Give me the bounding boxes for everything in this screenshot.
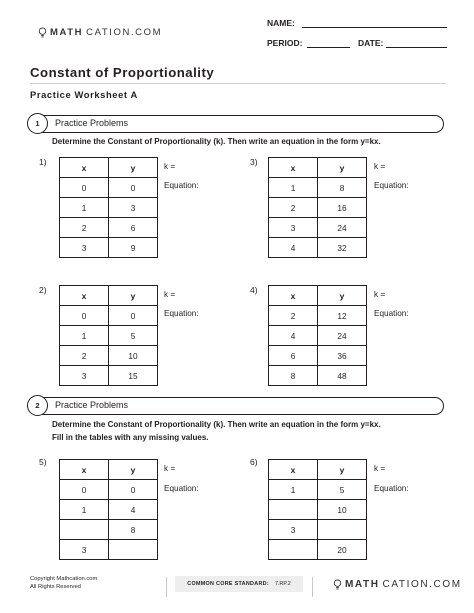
table-row — [60, 540, 158, 560]
copyright-line-1: Copyright Mathcation.com — [30, 576, 98, 582]
cell-y: 0 — [109, 480, 158, 500]
problem-2-table — [59, 285, 158, 386]
table-header-y: y — [109, 460, 158, 480]
cell-x: 2 — [269, 198, 318, 218]
cell-x: 8 — [269, 366, 318, 386]
table-row — [269, 238, 367, 258]
cell-x: 1 — [60, 500, 109, 520]
cell-x-blank[interactable] — [269, 500, 318, 520]
equation-label: Equation: — [164, 484, 199, 493]
table-header-x: x — [60, 158, 109, 178]
cell-x: 0 — [60, 306, 109, 326]
problem-1-table — [59, 157, 158, 258]
cell-y: 15 — [109, 366, 158, 386]
table-row — [60, 500, 158, 520]
cell-y: 9 — [109, 238, 158, 258]
table-row — [60, 198, 158, 218]
cell-x: 2 — [60, 346, 109, 366]
section-1-label: Practice Problems — [55, 118, 129, 128]
section-2-label: Practice Problems — [55, 400, 129, 410]
problem-3-table — [268, 157, 367, 258]
table-row — [269, 500, 367, 520]
cell-x: 3 — [60, 238, 109, 258]
cell-x: 3 — [269, 218, 318, 238]
table-row — [269, 480, 367, 500]
cell-y: 16 — [318, 198, 367, 218]
cell-y: 0 — [109, 178, 158, 198]
cell-x: 0 — [60, 480, 109, 500]
copyright-notice — [30, 575, 97, 591]
problem-5-number: 5) — [39, 457, 47, 467]
cell-x-blank[interactable] — [269, 540, 318, 560]
section-2-header — [34, 397, 444, 415]
cell-y: 10 — [318, 500, 367, 520]
standard-value: 7.RP.2 — [274, 581, 291, 587]
cell-y: 0 — [109, 306, 158, 326]
cell-y-blank[interactable] — [109, 540, 158, 560]
equation-label: Equation: — [164, 309, 199, 318]
copyright-line-2: All Rights Reserved — [30, 584, 81, 590]
cell-y: 3 — [109, 198, 158, 218]
cell-x: 4 — [269, 238, 318, 258]
table-header-x: x — [60, 286, 109, 306]
cell-y: 36 — [318, 346, 367, 366]
footer-brand-rest: CATION.COM — [382, 579, 462, 590]
standard-label: COMMON CORE STANDARD: — [187, 581, 269, 587]
period-label: PERIOD: — [267, 38, 303, 48]
cell-x: 1 — [269, 480, 318, 500]
section-2-instruction-2: Fill in the tables with any missing values. — [52, 433, 209, 442]
table-header-x: x — [60, 460, 109, 480]
cell-y-blank[interactable] — [318, 520, 367, 540]
brand-rest: CATION.COM — [86, 27, 163, 38]
cell-x: 6 — [269, 346, 318, 366]
cell-y: 12 — [318, 306, 367, 326]
cell-x: 1 — [269, 178, 318, 198]
equation-label: Equation: — [374, 484, 409, 493]
cell-y: 8 — [109, 520, 158, 540]
section-2-instruction-1: Determine the Constant of Proportionality (k). Then write an equation in the form y=kx. — [52, 420, 381, 429]
problem-6-number: 6) — [250, 457, 258, 467]
name-label: NAME: — [267, 18, 295, 28]
table-header-x: x — [269, 286, 318, 306]
table-row — [60, 366, 158, 386]
table-row — [269, 520, 367, 540]
problem-2-number: 2) — [39, 285, 47, 295]
table-row — [60, 326, 158, 346]
k-label: k = — [164, 162, 176, 171]
cell-y: 24 — [318, 326, 367, 346]
lightbulb-icon — [333, 579, 342, 590]
footer-brand-logo — [333, 579, 462, 590]
problem-4-table — [268, 285, 367, 386]
cell-y: 4 — [109, 500, 158, 520]
cell-x: 1 — [60, 326, 109, 346]
page-subtitle: Practice Worksheet A — [30, 89, 138, 100]
problem-5-table — [59, 459, 158, 560]
table-row — [269, 218, 367, 238]
cell-x: 3 — [60, 540, 109, 560]
period-field[interactable] — [307, 47, 350, 48]
table-row — [269, 346, 367, 366]
section-1-instruction: Determine the Constant of Proportionality (k). Then write an equation in the form y=kx. — [52, 137, 381, 146]
problem-6-table — [268, 459, 367, 560]
footer-divider — [312, 577, 313, 597]
cell-x: 3 — [269, 520, 318, 540]
table-header-x: x — [269, 460, 318, 480]
footer-divider — [166, 577, 167, 597]
table-row — [60, 306, 158, 326]
brand-logo — [38, 27, 162, 38]
table-row — [269, 326, 367, 346]
table-row — [60, 346, 158, 366]
cell-y: 24 — [318, 218, 367, 238]
table-row — [269, 178, 367, 198]
cell-y: 6 — [109, 218, 158, 238]
problem-4-number: 4) — [250, 285, 258, 295]
date-label: DATE: — [358, 38, 384, 48]
cell-x-blank[interactable] — [60, 520, 109, 540]
table-row — [269, 540, 367, 560]
table-row — [60, 238, 158, 258]
title-divider — [30, 83, 446, 84]
k-label: k = — [374, 290, 386, 299]
cell-y: 32 — [318, 238, 367, 258]
section-1-number: 1 — [27, 113, 48, 134]
cell-y: 10 — [109, 346, 158, 366]
table-header-y: y — [109, 158, 158, 178]
k-label: k = — [164, 290, 176, 299]
cell-x: 2 — [269, 306, 318, 326]
lightbulb-icon — [38, 27, 47, 38]
footer-brand-bold: MATH — [345, 579, 380, 590]
table-row — [269, 366, 367, 386]
k-label: k = — [374, 464, 386, 473]
table-row — [60, 520, 158, 540]
cell-x: 4 — [269, 326, 318, 346]
equation-label: Equation: — [374, 309, 409, 318]
table-header-y: y — [318, 158, 367, 178]
table-row — [269, 306, 367, 326]
problem-1-number: 1) — [39, 157, 47, 167]
cell-y: 5 — [109, 326, 158, 346]
cell-y: 8 — [318, 178, 367, 198]
k-label: k = — [164, 464, 176, 473]
table-header-y: y — [318, 460, 367, 480]
cell-y: 20 — [318, 540, 367, 560]
cell-x: 2 — [60, 218, 109, 238]
cell-x: 1 — [60, 198, 109, 218]
table-row — [60, 218, 158, 238]
page-title: Constant of Proportionality — [30, 65, 215, 80]
section-1-header — [34, 115, 444, 133]
problem-3-number: 3) — [250, 157, 258, 167]
table-header-y: y — [109, 286, 158, 306]
equation-label: Equation: — [374, 181, 409, 190]
section-2-number: 2 — [27, 395, 48, 416]
cell-x: 3 — [60, 366, 109, 386]
k-label: k = — [374, 162, 386, 171]
name-field[interactable] — [302, 27, 447, 28]
table-header-x: x — [269, 158, 318, 178]
table-header-y: y — [318, 286, 367, 306]
cell-x: 0 — [60, 178, 109, 198]
brand-bold: MATH — [50, 27, 84, 38]
table-row — [60, 480, 158, 500]
date-field[interactable] — [386, 47, 447, 48]
cell-y: 48 — [318, 366, 367, 386]
table-row — [269, 198, 367, 218]
common-core-standard — [175, 576, 303, 592]
equation-label: Equation: — [164, 181, 199, 190]
table-row — [60, 178, 158, 198]
cell-y: 5 — [318, 480, 367, 500]
